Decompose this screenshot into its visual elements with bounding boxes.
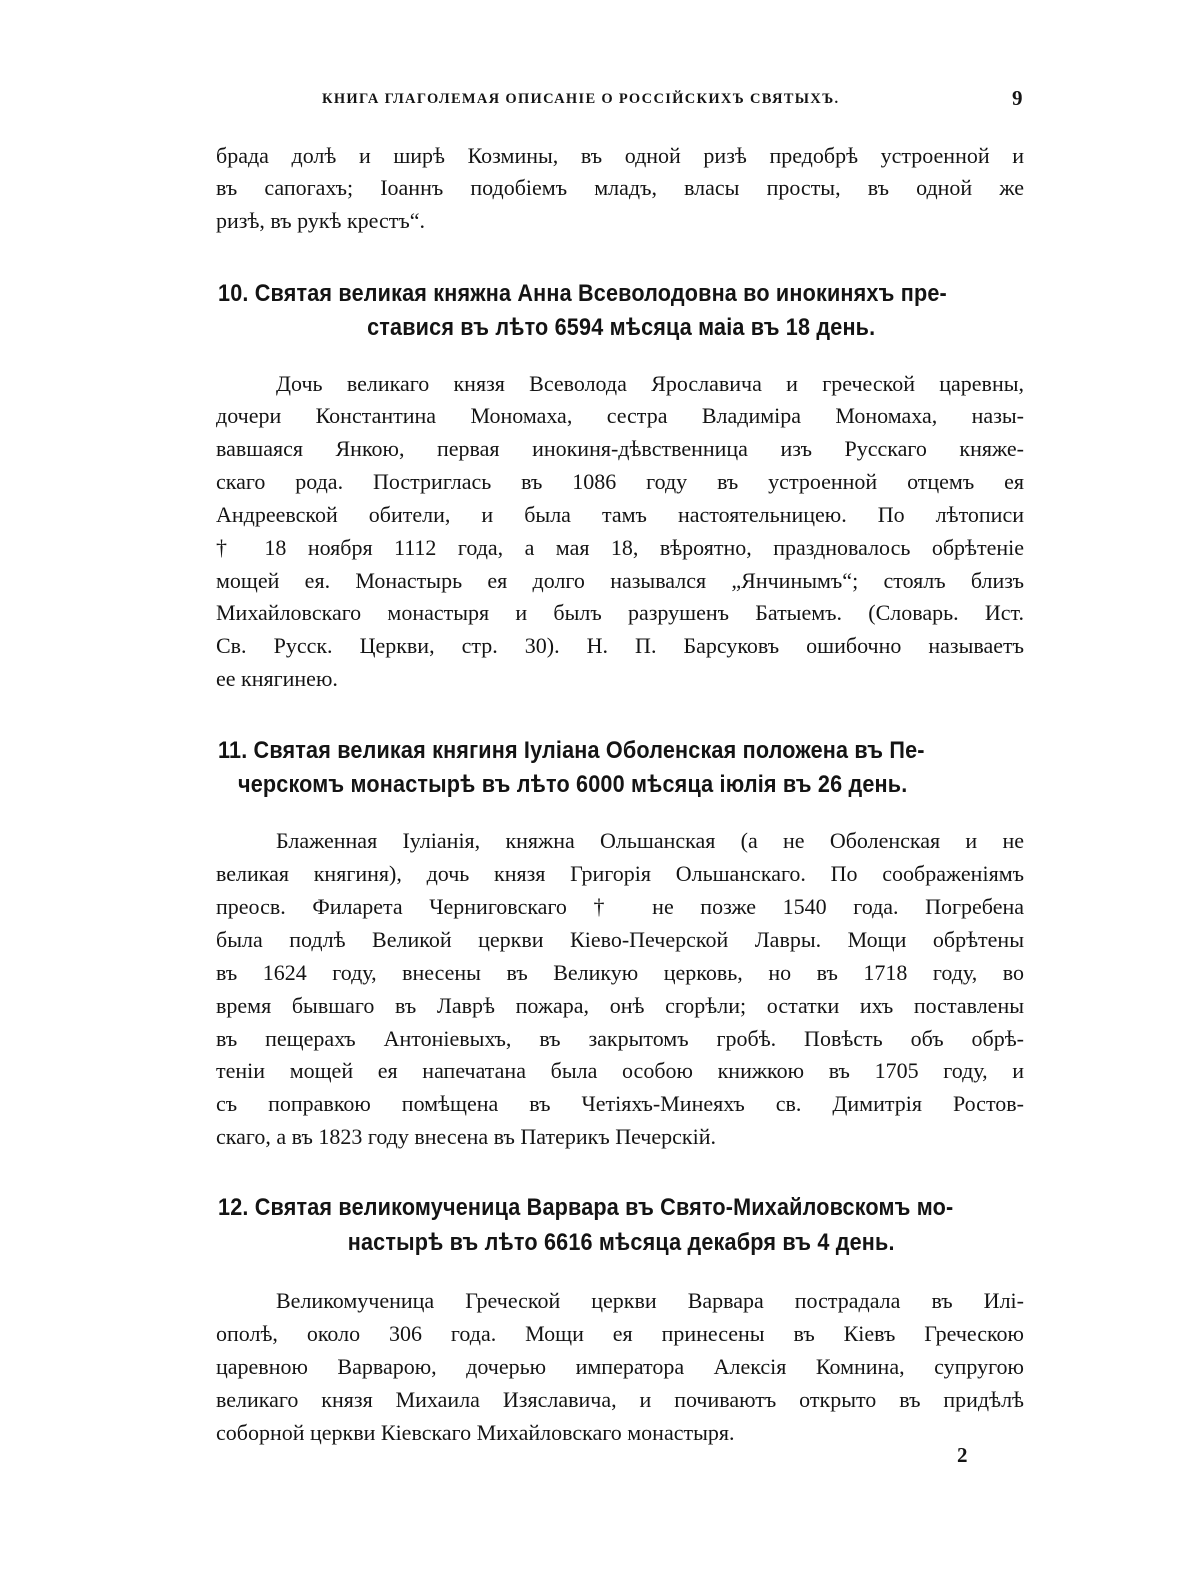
body-line: въ 1624 году, внесены въ Великую церковь, но въ 1718 году, во: [216, 960, 1024, 985]
body-line: † 18 ноября 1112 года, а мая 18, вѣроятно, праздновалось обрѣтеніе: [216, 535, 1024, 560]
body-line: Св. Русск. Церкви, стр. 30). Н. П. Барсуковъ ошибочно называетъ: [216, 633, 1024, 658]
body-line: въ пещерахъ Антоніевыхъ, въ закрытомъ гробѣ. Повѣсть объ обрѣ-: [216, 1026, 1024, 1051]
body-line: скаго, а въ 1823 году внесена въ Патерикъ Печерскій.: [216, 1124, 716, 1149]
body-line: теніи мощей ея напечатана была особою книжкою въ 1705 году, и: [216, 1058, 1024, 1083]
body-line: съ поправкою помѣщена въ Четіяхъ-Минеяхъ св. Димитрія Ростов-: [216, 1091, 1024, 1116]
body-line: скаго рода. Постриглась въ 1086 году въ устроенной отцемъ ея: [216, 469, 1024, 494]
signature-mark: 2: [957, 1443, 968, 1467]
body-line: Великомученица Греческой церкви Варвара пострадала въ Илі-: [276, 1288, 1024, 1313]
page-number: 9: [1012, 86, 1023, 110]
body-line: соборной церкви Кіевскаго Михайловскаго монастыря.: [216, 1420, 735, 1445]
body-line: Блаженная Іуліанія, княжна Ольшанская (а не Оболенская и не: [276, 828, 1024, 853]
body-line: великая княгиня), дочь князя Григорія Ольшанскаго. По соображеніямъ: [216, 861, 1024, 886]
body-line: Михайловскаго монастыря и былъ разрушенъ Батыемъ. (Словарь. Ист.: [216, 600, 1024, 625]
section-heading: 11. Святая великая княгиня Іуліана Оболенская положена въ Пе-: [218, 737, 925, 764]
section-heading: 12. Святая великомученица Варвара въ Свято-Михайловскомъ мо-: [218, 1194, 954, 1221]
section-heading: настырѣ въ лѣто 6616 мѣсяца декабря въ 4 день.: [347, 1229, 895, 1256]
body-line: была подлѣ Великой церкви Кіево-Печерской Лавры. Мощи обрѣтены: [216, 927, 1024, 952]
section-heading: черскомъ монастырѣ въ лѣто 6000 мѣсяца іюлія въ 26 день.: [238, 771, 908, 798]
section-heading: 10. Святая великая княжна Анна Всеволодовна во инокиняхъ пре-: [218, 280, 947, 307]
body-line: Дочь великаго князя Всеволода Ярославича и греческой царевны,: [276, 371, 1024, 396]
body-line: мощей ея. Монастырь ея долго назывался „Янчинымъ“; стоялъ близъ: [216, 568, 1024, 593]
intro-line: ризѣ, въ рукѣ крестъ“.: [216, 208, 425, 233]
body-line: царевною Варварою, дочерью императора Алексія Комнина, супругою: [216, 1354, 1024, 1379]
section-heading: ставися въ лѣто 6594 мѣсяца маіа въ 18 день.: [367, 314, 876, 341]
running-title: КНИГА ГЛАГОЛЕМАЯ ОПИСАНІЕ О РОССІЙСКИХЪ СВЯТЫХЪ.: [322, 91, 840, 107]
intro-line: въ сапогахъ; Іоаннъ подобіемъ младъ, власы просты, въ одной же: [216, 175, 1024, 200]
body-line: время бывшаго въ Лаврѣ пожара, онѣ сгорѣли; остатки ихъ поставлены: [216, 993, 1024, 1018]
body-line: дочери Константина Мономаха, сестра Владиміра Мономаха, назы-: [216, 403, 1024, 428]
body-line: ополѣ, около 306 года. Мощи ея принесены въ Кіевъ Греческою: [216, 1321, 1024, 1346]
intro-line: брада долѣ и ширѣ Козмины, въ одной ризѣ предобрѣ устроенной и: [216, 143, 1024, 168]
body-line: вавшаяся Янкою, первая инокиня-дѣвственница изъ Русскаго княже-: [216, 436, 1024, 461]
body-line: Андреевской обители, и была тамъ настоятельницею. По лѣтописи: [216, 502, 1024, 527]
body-line: ее княгинею.: [216, 666, 338, 691]
body-line: преосв. Филарета Черниговскаго † не позже 1540 года. Погребена: [216, 894, 1024, 919]
body-line: великаго князя Михаила Изяславича, и почиваютъ открыто въ придѣлѣ: [216, 1387, 1024, 1412]
